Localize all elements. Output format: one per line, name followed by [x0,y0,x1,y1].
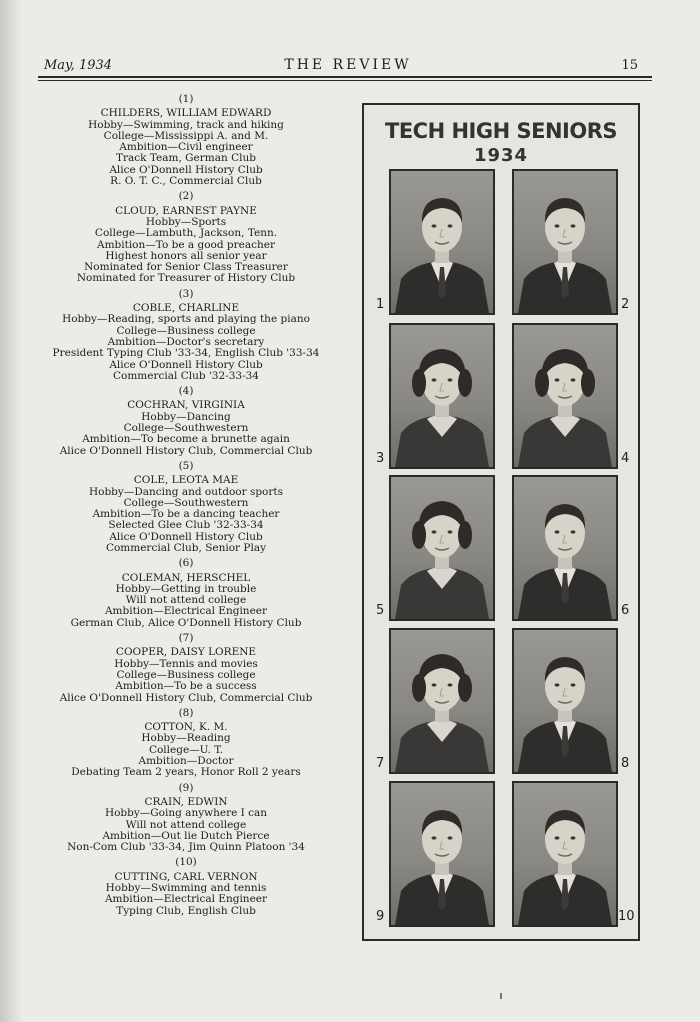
entry-detail: President Typing Club '33-34, English Club '33-34 [52,347,320,360]
publication-title: THE REVIEW [284,57,412,73]
entry-detail: Alice O'Donnell History Club [109,163,263,176]
entry-detail: Hobby—Swimming, track and hiking [88,118,284,131]
entry-detail: Ambition—Doctor's secretary [107,335,265,348]
portrait-number: 6 [621,603,630,618]
entry-detail: Hobby—Sports [145,215,227,228]
senior-entry [18,289,354,382]
entry-number: (4) [178,385,194,398]
header-rule [38,76,652,78]
portrait-number: 8 [621,756,630,771]
entry-name: CHILDERS, WILLIAM EDWARD [100,107,272,120]
senior-entry [18,94,354,187]
entry-detail: Hobby—Getting in trouble [115,582,257,595]
entry-detail: Alice O'Donnell History Club, Commercial Club [59,444,313,457]
senior-portrait [389,323,495,469]
senior-portrait [512,628,618,774]
entry-detail: Ambition—Doctor [138,755,234,768]
entry-detail: Hobby—Reading, sports and playing the piano [62,313,310,326]
senior-entry [18,461,354,554]
entry-name: CUTTING, CARL VERNON [114,870,258,883]
entry-name: COLEMAN, HERSCHEL [121,571,251,584]
entry-detail: College—Business college [116,668,256,681]
senior-entry [18,633,354,704]
entry-name: COBLE, CHARLINE [132,302,240,315]
header-rule-thin [38,80,652,81]
portrait-number: 9 [376,909,385,924]
print-mark [500,993,502,999]
entry-name: COTTON, K. M. [144,721,228,734]
portrait-number: 5 [376,603,385,618]
entry-detail: Ambition—Civil engineer [119,141,253,154]
entry-number: (7) [178,632,194,645]
portrait-number: 1 [376,297,385,312]
entry-detail: Ambition—Electrical Engineer [104,605,268,618]
entry-detail: College—Business college [116,324,256,337]
senior-portrait [512,781,618,927]
entry-detail: Ambition—To be a good preacher [96,238,275,251]
entry-detail: Ambition—To be a success [115,680,257,693]
entry-name: COCHRAN, VIRGINIA [127,399,245,412]
senior-entry [18,783,354,854]
entry-detail: Ambition—To be a dancing teacher [92,508,280,521]
entry-detail: Debating Team 2 years, Honor Roll 2 years [71,766,301,779]
senior-portrait [389,169,495,315]
page-number: 15 [621,58,638,73]
entry-detail: Ambition—Out lie Dutch Pierce [102,829,270,842]
panel-year: 1934 [473,145,529,166]
senior-portrait [389,628,495,774]
entry-name: CLOUD, EARNEST PAYNE [115,204,257,217]
issue-date: May, 1934 [44,58,113,73]
entry-detail: Commercial Club, Senior Play [105,541,267,554]
entry-detail: Non-Com Club '33-34, Jim Quinn Platoon '34 [67,841,305,854]
entry-detail: Alice O'Donnell History Club [109,530,263,543]
entry-number: (6) [178,557,194,570]
portrait-number: 10 [618,909,635,924]
entry-detail: College—Southwestern [123,496,249,509]
senior-portrait [389,475,495,621]
entry-detail: Hobby—Dancing and outdoor sports [88,485,284,498]
senior-entry [18,857,354,916]
senior-entry [18,708,354,779]
entry-name: COLE, LEOTA MAE [133,474,239,487]
entry-detail: Ambition—To become a brunette again [82,433,290,446]
entry-detail: Commercial Club '32-33-34 [113,369,259,382]
senior-entries-column [18,94,354,921]
entry-detail: Track Team, German Club [116,152,256,165]
senior-portrait [512,169,618,315]
entry-detail: College—Lambuth, Jackson, Tenn. [94,227,278,240]
entry-name: COOPER, DAISY LORENE [115,646,257,659]
entry-detail: Alice O'Donnell History Club, Commercial Club [59,691,313,704]
entry-detail: German Club, Alice O'Donnell History Club [70,616,302,629]
entry-detail: Selected Glee Club '32-33-34 [108,519,264,532]
senior-portrait [512,323,618,469]
entry-number: (8) [178,706,194,719]
entry-number: (5) [178,459,194,472]
entry-detail: College—Mississippi A. and M. [103,129,269,142]
entry-detail: Typing Club, English Club [116,904,256,917]
entry-number: (1) [178,93,194,105]
entry-number: (9) [178,781,194,794]
entry-name: CRAIN, EDWIN [144,795,228,808]
entry-detail: Ambition—Electrical Engineer [104,893,268,906]
entry-detail: Nominated for Treasurer of History Club [76,272,296,285]
entry-detail: Hobby—Swimming and tennis [105,882,267,894]
page-header [44,56,652,74]
entry-detail: College—U. T. [148,743,224,756]
entry-number: (3) [178,287,194,300]
entry-number: (2) [178,190,194,203]
entry-detail: Hobby—Going anywhere I can [104,807,268,820]
senior-entry [18,558,354,629]
entry-detail: Hobby—Dancing [141,410,231,423]
senior-entry [18,191,354,284]
entry-detail: R. O. T. C., Commercial Club [110,175,262,188]
entry-detail: Will not attend college [125,594,247,607]
portrait-number: 7 [376,756,385,771]
entry-detail: Will not attend college [125,818,247,831]
entry-detail: Hobby—Reading [141,732,231,745]
entry-detail: Alice O'Donnell History Club [109,358,263,371]
entry-detail: Nominated for Senior Class Treasurer [84,261,288,274]
senior-portrait [389,781,495,927]
entry-number: (10) [175,856,197,869]
entry-detail: Highest honors all senior year [105,249,267,262]
portrait-number: 2 [621,297,630,312]
entry-detail: Hobby—Tennis and movies [114,657,258,670]
senior-entry [18,386,354,457]
panel-title: TECH HIGH SENIORS [385,119,617,143]
seniors-photo-panel [362,103,640,941]
entry-detail: College—Southwestern [123,422,249,435]
portrait-number: 3 [376,451,385,466]
portrait-number: 4 [621,451,630,466]
senior-portrait [512,475,618,621]
